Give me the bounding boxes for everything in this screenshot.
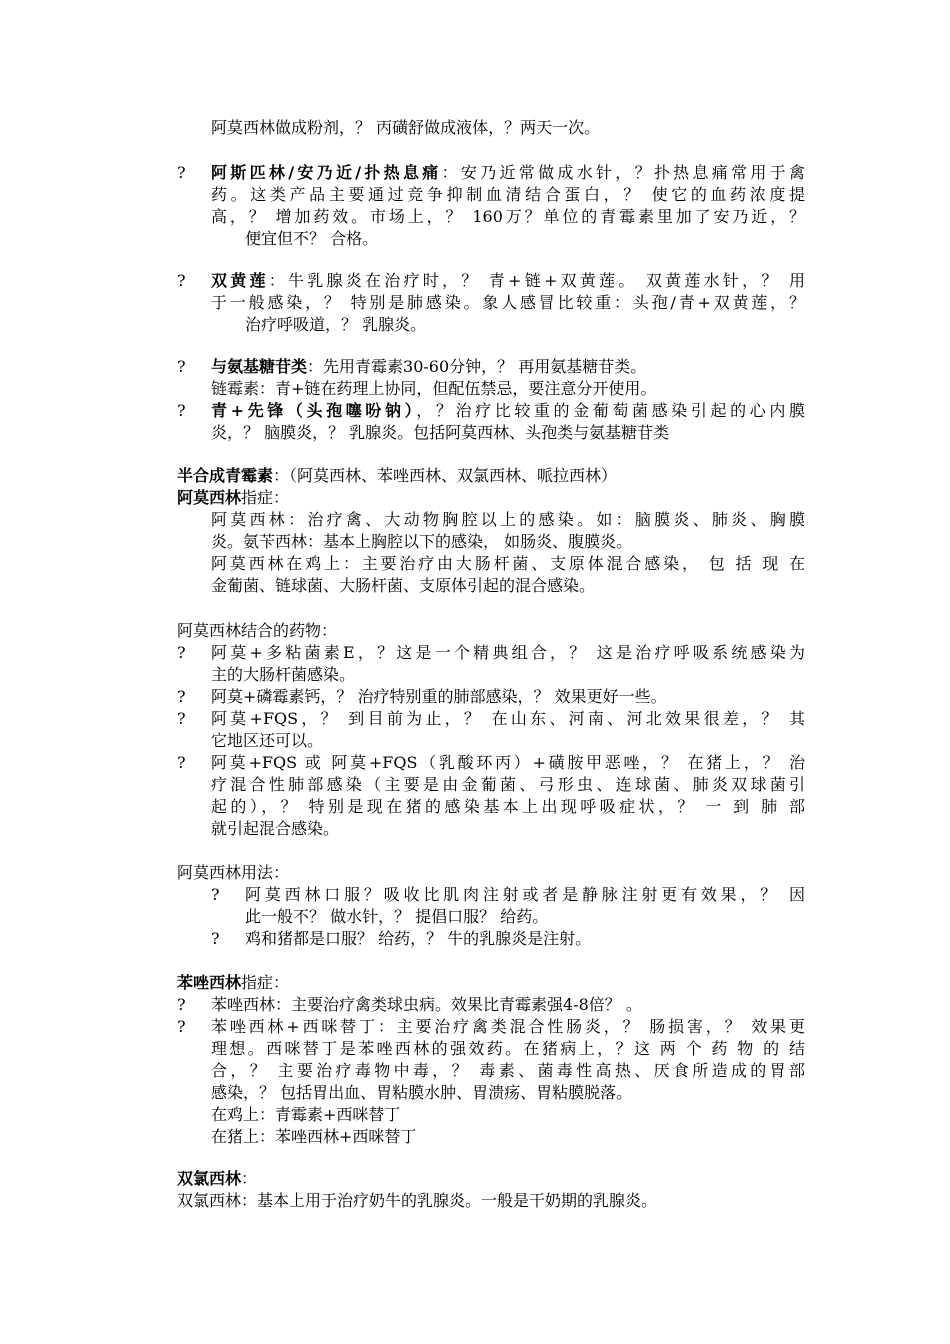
paragraph-title: 与氨基糖苷类 <box>211 357 308 376</box>
text-line: 炎，？ 脑膜炎，？ 乳腺炎。包括阿莫西林、头孢类与氨基糖苷类 <box>211 423 670 442</box>
text-line: 高，？ 增加药效。市场上，？ 160万？单位的青霉素里加了安乃近，？ <box>211 207 805 226</box>
bullet-marker: ? <box>211 929 220 948</box>
list-item: 苯唑西林：主要治疗禽类球虫病。效果比青霉素强4-8倍？ 。 <box>211 995 642 1014</box>
section-heading: 阿莫西林结合的药物： <box>177 621 338 640</box>
text-line: 疗混合性肺部感染（主要是由金葡菌、弓形虫、连球菌、肺炎双球菌引 <box>211 775 805 794</box>
list-item: 阿莫+FQS，？ 到目前为止，？ 在山东、河南、河北效果很差，？ 其 <box>211 709 805 728</box>
bullet-marker: ? <box>177 357 186 376</box>
text-line: 阿莫西林：治疗禽、大动物胸腔以上的感染。如：脑膜炎、肺炎、胸膜 <box>211 510 805 529</box>
bullet-marker: ? <box>177 401 186 420</box>
text-line: 治疗呼吸道，？ 乳腺炎。 <box>245 315 427 334</box>
text-line: 阿莫西林在鸡上：主要治疗由大肠杆菌、支原体混合感染， 包 括 现 在 <box>211 554 805 573</box>
text-line: 药。这类产品主要通过竞争抑制血清结合蛋白，？ 使它的血药浓度提 <box>211 185 805 204</box>
text-line: 理想。西咪替丁是苯唑西林的强效药。在猪病上，？这 两 个 药 物 的 结 <box>211 1039 805 1058</box>
bullet-marker: ? <box>177 643 186 662</box>
text-line: 链霉素：青+链在药理上协同，但配伍禁忌，要注意分开使用。 <box>211 379 657 398</box>
text-line: 起的），？ 特别是现在猪的感染基本上出现呼吸症状，？ 一 到 肺 部 <box>211 797 805 816</box>
list-item: 阿莫+多粘菌素E，？这是一个精典组合，？ 这是治疗呼吸系统感染为 <box>211 643 805 662</box>
paragraph-line: 阿斯匹林/安乃近/扑热息痛：安乃近常做成水针，？扑热息痛常用于禽 <box>211 163 805 182</box>
text-line: 炎。氨苄西林：基本上胸腔以下的感染， 如肠炎、腹膜炎。 <box>211 532 633 551</box>
bullet-marker: ? <box>177 1017 186 1036</box>
list-item: 阿莫+FQS 或 阿莫+FQS（乳酸环丙）+磺胺甲恶唑，？ 在猪上，？ 治 <box>211 753 805 772</box>
bullet-marker: ? <box>177 271 186 290</box>
paragraph-title: 阿斯匹林/安乃近/扑热息痛 <box>211 163 442 182</box>
text-line: 它地区还可以。 <box>211 731 324 750</box>
text-line: 就引起混合感染。 <box>211 819 340 838</box>
text-line: 金葡菌、链球菌、大肠杆菌、支原体引起的混合感染。 <box>211 576 596 595</box>
text-line: 便宜但不？ 合格。 <box>245 229 379 248</box>
list-item: 阿莫西林口服？吸收比肌肉注射或者是静脉注射更有效果，？ 因 <box>245 885 805 904</box>
text-line: 在猪上：苯唑西林+西咪替丁 <box>211 1127 417 1146</box>
bullet-marker: ? <box>211 885 220 904</box>
bullet-marker: ? <box>177 687 186 706</box>
paragraph-title: 青+先锋（头孢噻吩钠） <box>211 401 417 420</box>
bullet-marker: ? <box>177 163 186 182</box>
text-line: 此一般不？ 做水针，？ 提倡口服？ 给药。 <box>245 907 549 926</box>
text-line: 阿莫西林做成粉剂，？ 丙磺舒做成液体，？两天一次。 <box>211 118 601 137</box>
text-line: 于一般感染，？ 特别是肺感染。象人感冒比较重：头孢/青+双黄莲，？ <box>211 293 805 312</box>
text-line: 感染，？ 包括胃出血、胃粘膜水肿、胃溃疡、胃粘膜脱落。 <box>211 1083 633 1102</box>
subsection-heading: 阿莫西林指症： <box>177 488 290 507</box>
list-item: 苯唑西林+西咪替丁：主要治疗禽类混合性肠炎，？ 肠损害，？ 效果更 <box>211 1017 805 1036</box>
paragraph-line: 与氨基糖苷类：先用青霉素30-60分钟，？ 再用氨基糖苷类。 <box>211 357 647 376</box>
paragraph-line: 双黄莲：牛乳腺炎在治疗时，？ 青+链+双黄莲。 双黄莲水针，？ 用 <box>211 271 805 290</box>
text-line: 在鸡上：青霉素+西咪替丁 <box>211 1105 401 1124</box>
bullet-marker: ? <box>177 709 186 728</box>
paragraph-line: 青+先锋（头孢噻吩钠），？治疗比较重的金葡萄菌感染引起的心内膜 <box>211 401 805 420</box>
paragraph-title: 双黄莲 <box>211 271 269 290</box>
text-line: 双氯西林：基本上用于治疗奶牛的乳腺炎。一般是干奶期的乳腺炎。 <box>177 1191 658 1210</box>
section-heading: 半合成青霉素：（阿莫西林、苯唑西林、双氯西林、哌拉西林） <box>177 466 618 485</box>
text-line: 合，？ 主要治疗毒物中毒，？ 毒素、菌毒性高热、厌食所造成的胃部 <box>211 1061 805 1080</box>
bullet-marker: ? <box>177 753 186 772</box>
subsection-heading: 苯唑西林指症： <box>177 973 290 992</box>
bullet-marker: ? <box>177 995 186 1014</box>
text-line: 主的大肠杆菌感染。 <box>211 665 356 684</box>
list-item: 阿莫+磷霉素钙，？ 治疗特别重的肺部感染，？ 效果更好一些。 <box>211 687 667 706</box>
section-heading: 阿莫西林用法： <box>177 863 290 882</box>
list-item: 鸡和猪都是口服？ 给药，？ 牛的乳腺炎是注射。 <box>245 929 592 948</box>
section-heading: 双氯西林： <box>177 1169 258 1188</box>
